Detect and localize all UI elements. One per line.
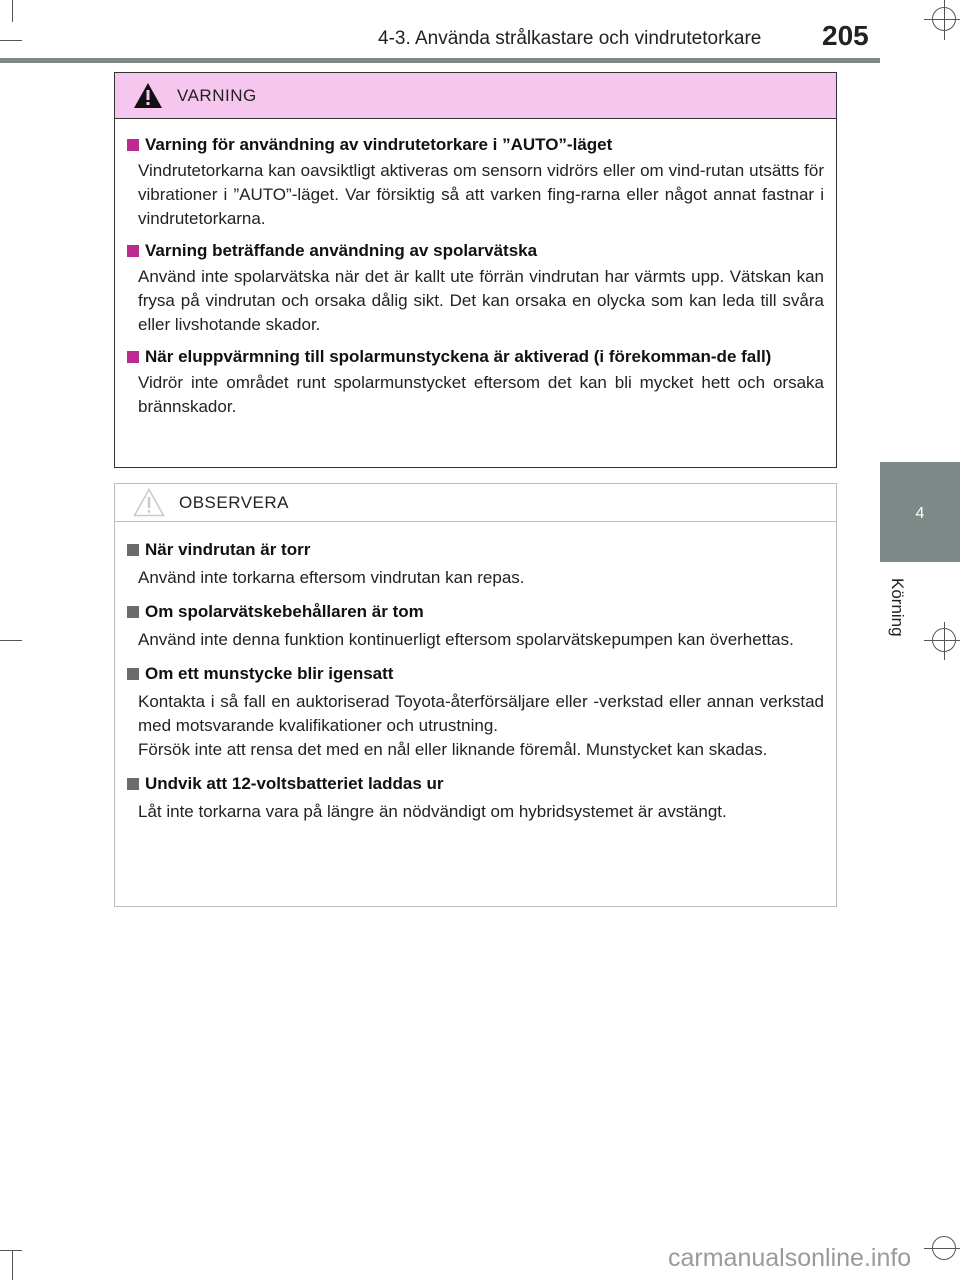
warning-item-heading: Varning beträffande användning av spolarvätska (127, 239, 824, 263)
warning-item-text: Använd inte spolarvätska när det är kallt ute förrän vindrutan har värmts upp. Vätskan kan frysa på vindrutan och orsaka dålig sikt. Det kan orsaka en olycka som kan leda till svåra eller livshotande skador. (138, 267, 824, 334)
caution-item (127, 600, 824, 652)
crop-mark (0, 1250, 22, 1251)
square-bullet-icon (127, 544, 139, 556)
warning-item (127, 239, 824, 337)
warning-label: VARNING (177, 85, 257, 105)
warning-item (127, 345, 824, 419)
warning-item-text: Vidrör inte området runt spolarmunstycket eftersom det kan bli mycket hett och orsaka brännskador. (138, 373, 824, 416)
warning-header (115, 73, 836, 119)
crop-mark (944, 0, 945, 40)
crop-mark (944, 622, 945, 660)
square-bullet-icon (127, 778, 139, 790)
page-number: 205 (822, 20, 869, 51)
crop-mark (924, 640, 960, 641)
square-bullet-icon (127, 245, 139, 257)
warning-body (115, 119, 836, 419)
caution-item (127, 538, 824, 590)
caution-item-heading: Om spolarvätskebehållaren är tom (127, 600, 824, 624)
crop-mark (12, 1250, 13, 1280)
caution-item-heading: Undvik att 12-voltsbatteriet laddas ur (127, 772, 824, 796)
square-bullet-icon (127, 668, 139, 680)
chapter-number: 4 (915, 505, 925, 522)
watermark: carmanualsonline.info (668, 1244, 912, 1272)
caution-body (115, 522, 836, 824)
caution-item-text: Försök inte att rensa det med en nål eller liknande föremål. Munstycket kan skadas. (138, 740, 768, 759)
crop-mark (0, 40, 22, 41)
warning-box (114, 72, 837, 468)
caution-label: OBSERVERA (179, 492, 290, 512)
caution-item-heading: Om ett munstycke blir igensatt (127, 662, 824, 686)
caution-triangle-icon (133, 488, 165, 517)
square-bullet-icon (127, 351, 139, 363)
section-title: 4-3. Använda strålkastare och vindrutetorkare (378, 28, 762, 49)
caution-item (127, 662, 824, 762)
caution-item-text: Använd inte torkarna eftersom vindrutan kan repas. (138, 568, 525, 587)
caution-item-text: Kontakta i så fall en auktoriserad Toyota-återförsäljare eller -verkstad eller annan verkstad med motsvarande kvalifikationer och utrustning. (138, 692, 824, 735)
chapter-label: Körning (888, 578, 907, 637)
warning-item (127, 133, 824, 231)
caution-item-text: Använd inte denna funktion kontinuerligt eftersom spolarvätskepumpen kan överhettas. (138, 630, 794, 649)
warning-item-heading: Varning för användning av vindrutetorkare i ”AUTO”-läget (127, 133, 824, 157)
crop-mark (924, 1248, 960, 1249)
caution-header (115, 484, 836, 522)
crop-mark (12, 0, 13, 22)
warning-triangle-icon (133, 82, 163, 109)
caution-box (114, 483, 837, 907)
crop-mark (924, 19, 960, 20)
square-bullet-icon (127, 606, 139, 618)
square-bullet-icon (127, 139, 139, 151)
crop-mark (0, 640, 22, 641)
caution-item-heading: När vindrutan är torr (127, 538, 824, 562)
header-rule (0, 58, 880, 63)
caution-item (127, 772, 824, 824)
warning-item-text: Vindrutetorkarna kan oavsiktligt aktiveras om sensorn vidrörs eller om vind-rutan utsätts för vibrationer i ”AUTO”-läget. Var försiktig så att varken fing-rarna eller något annat fastnar i vindrutetorkarna. (138, 161, 824, 228)
warning-item-heading: När eluppvärmning till spolarmunstyckena är aktiverad (i förekomman-de fall) (127, 345, 824, 369)
caution-item-text: Låt inte torkarna vara på längre än nödvändigt om hybridsystemet är avstängt. (138, 802, 727, 821)
